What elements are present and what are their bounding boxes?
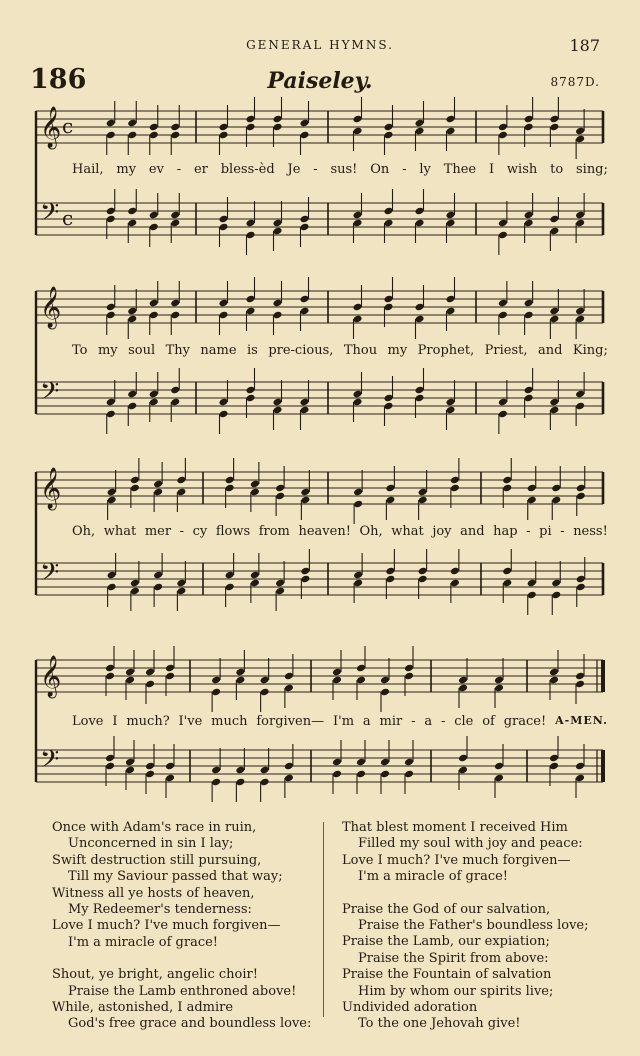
stanza-line: Undivided adoration	[342, 1000, 478, 1016]
lyric-line-3	[72, 524, 608, 539]
lyric-syllable: cle	[454, 714, 474, 729]
time-signature: c	[62, 114, 74, 138]
lyric-syllable: -	[179, 524, 185, 539]
lyric-syllable: wish	[506, 162, 538, 177]
lyric-syllable: is	[247, 343, 258, 358]
lyric-syllable: forgiven—	[256, 714, 325, 729]
lyric-syllable: To	[72, 343, 88, 358]
lyric-syllable: my	[387, 343, 408, 358]
lyric-syllable: Prophet,	[417, 343, 475, 358]
lyric-syllable: ness!	[573, 524, 608, 539]
lyric-syllable: grace!	[503, 714, 547, 729]
lyric-syllable: Hail,	[72, 162, 104, 177]
stanza-line: While, astonished, I admire	[52, 1000, 234, 1016]
lyric-syllable: name	[200, 343, 237, 358]
lyric-syllable: heaven!	[298, 524, 351, 539]
lyric-syllable: Thy	[165, 343, 190, 358]
lyric-syllable: I	[488, 162, 495, 177]
lyric-syllable: -	[440, 714, 446, 729]
bass-clef: 𝄢	[40, 745, 60, 780]
lyric-syllable: much?	[126, 714, 170, 729]
lyric-syllable: Thee	[443, 162, 477, 177]
column-divider	[323, 822, 324, 1017]
lyric-syllable: -	[560, 524, 565, 539]
lyric-syllable: Je	[287, 162, 301, 177]
lyric-line-1	[72, 162, 608, 177]
stanza-line: Praise the Spirit from above:	[358, 950, 549, 966]
lyric-syllable: from	[258, 524, 290, 539]
bass-clef: 𝄢	[40, 198, 60, 233]
stanza-line: Witness all ye hosts of heaven,	[52, 885, 255, 901]
stanza	[52, 820, 322, 951]
stanza	[52, 967, 322, 1033]
lyric-syllable: Oh,	[359, 524, 383, 539]
lyric-syllable: much	[211, 714, 248, 729]
stanza-column-left	[52, 820, 322, 1049]
lyric-syllable: my	[97, 343, 118, 358]
lyric-syllable: -	[313, 162, 318, 177]
stanza-line: Praise the Fountain of salvation	[342, 967, 552, 983]
stanza-line: Praise the Father's boundless love;	[358, 918, 589, 934]
running-head: GENERAL HYMNS.	[246, 38, 394, 52]
treble-clef: 𝄞	[40, 287, 62, 328]
lyric-syllable: -	[526, 524, 531, 539]
stanza-line: Once with Adam's race in ruin,	[52, 820, 257, 835]
time-signature: c	[62, 206, 74, 230]
stanza-line: My Redeemer's tenderness:	[68, 902, 252, 918]
lyric-syllable: Thou	[343, 343, 378, 358]
lyric-syllable: Priest,	[484, 343, 528, 358]
lyric-syllable: ly	[419, 162, 431, 177]
amen-text: A-MEN.	[555, 714, 608, 727]
lyric-syllable: I'm	[332, 714, 355, 729]
lyric-syllable: pre-cious,	[268, 343, 334, 358]
lyric-syllable: soul	[128, 343, 156, 358]
lyric-syllable: I've	[178, 714, 203, 729]
lyric-syllable: flows	[215, 524, 251, 539]
meter: 8787D.	[550, 75, 600, 89]
lyric-syllable: -	[402, 162, 407, 177]
lyric-syllable: cy	[192, 524, 208, 539]
stanza-line: Praise the Lamb enthroned above!	[68, 983, 297, 999]
stanza-line: That blest moment I received Him	[342, 820, 568, 835]
lyric-syllable: a	[424, 714, 433, 729]
lyric-syllable: hap	[493, 524, 518, 539]
lyric-syllable: what	[391, 524, 424, 539]
stanza-line: Praise the Lamb, our expiation;	[342, 934, 550, 950]
lyric-syllable: bless-èd	[220, 162, 275, 177]
stanza-column-right	[342, 820, 612, 1049]
lyric-syllable: of	[482, 714, 495, 729]
lyric-syllable: ev	[148, 162, 164, 177]
stanza-line: Love I much? I've much forgiven—	[52, 918, 281, 934]
page-number: 187	[569, 36, 600, 55]
lyric-syllable: -	[411, 714, 416, 729]
stanza-line: Praise the God of our salvation,	[342, 901, 551, 917]
stanza	[342, 820, 612, 886]
lyric-syllable: Oh,	[72, 524, 96, 539]
bass-clef: 𝄢	[40, 558, 60, 593]
stanza-line: Love I much? I've much forgiven—	[342, 852, 571, 868]
stanza-line: I'm a miracle of grace!	[68, 934, 219, 950]
lyric-syllable: my	[116, 162, 137, 177]
tune-name: Paiseley.	[267, 68, 373, 94]
lyric-syllable: mir	[379, 714, 403, 729]
lyric-syllable: King;	[572, 343, 608, 358]
stanza-line: To the one Jehovah give!	[358, 1016, 521, 1032]
lyric-line-4	[72, 714, 608, 729]
treble-clef: 𝄞	[40, 107, 62, 148]
treble-clef: 𝄞	[40, 468, 62, 509]
treble-clef: 𝄞	[40, 656, 62, 697]
lyric-syllable: pi	[539, 524, 552, 539]
stanza-line: Filled my soul with joy and peace:	[358, 836, 583, 852]
bass-clef: 𝄢	[40, 377, 60, 412]
stanza-line: Till my Saviour passed that way;	[68, 869, 283, 885]
lyric-syllable: er	[193, 162, 208, 177]
stanza-line: I'm a miracle of grace!	[358, 869, 509, 885]
lyric-syllable: to	[550, 162, 564, 177]
lyric-syllable: and	[537, 343, 563, 358]
hymn-number: 186	[30, 64, 87, 95]
lyric-syllable: a	[362, 714, 371, 729]
lyric-syllable: joy	[432, 524, 452, 539]
stanza-line: Shout, ye bright, angelic choir!	[52, 967, 258, 983]
lyric-syllable: sus!	[330, 162, 358, 177]
stanza-line: Him by whom our spirits live;	[358, 983, 554, 999]
stanza-line: Unconcerned in sin I lay;	[68, 836, 234, 852]
stanza	[342, 902, 612, 1033]
stanza-line: God's free grace and boundless love:	[68, 1016, 312, 1032]
lyric-syllable: what	[103, 524, 137, 539]
lyric-syllable: -	[176, 162, 182, 177]
lyric-syllable: On	[370, 162, 390, 177]
stanza-line: Swift destruction still pursuing,	[52, 852, 262, 868]
lyric-syllable: I	[112, 714, 118, 729]
lyric-syllable: mer	[144, 524, 172, 539]
lyric-syllable: Love	[72, 714, 104, 729]
lyric-syllable: sing;	[575, 162, 608, 177]
lyric-line-2	[72, 343, 608, 358]
lyric-syllable: and	[460, 524, 485, 539]
